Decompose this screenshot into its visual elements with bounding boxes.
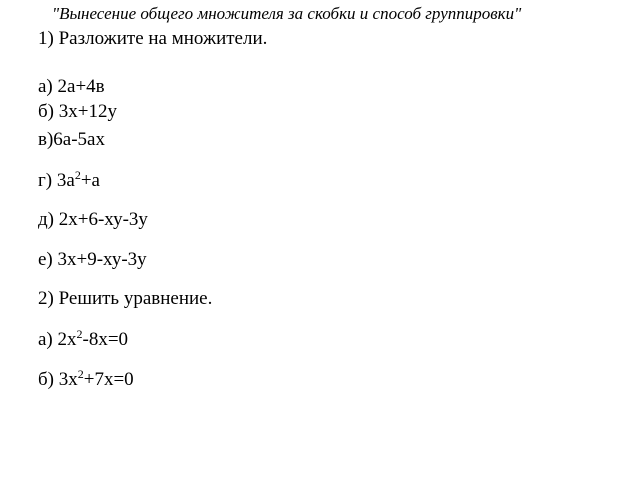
task2-item-a-rest: -8х=0 [82, 329, 129, 350]
task1-item-b: б) 3х+12у [38, 101, 117, 122]
task1-item-g-rest: +а [80, 170, 100, 191]
task2-item-b-rest: +7х=0 [83, 369, 134, 390]
task1-item-d: д) 2х+6-ху-3у [38, 209, 148, 230]
task1-item-e: е) 3х+9-ху-3у [38, 249, 147, 270]
task1-item-v: в)6а-5ах [38, 129, 105, 150]
task1-item-g-base: г) 3а [38, 170, 75, 191]
document-title: "Вынесение общего множителя за скобки и способ группировки" [52, 4, 522, 23]
task1-heading: 1) Разложите на множители. [38, 28, 268, 49]
task1-item-a: а) 2а+4в [38, 76, 105, 97]
task2-item-b-exponent: 2 [77, 367, 84, 381]
task1-item-g-exponent: 2 [74, 168, 81, 182]
task2-item-a [38, 329, 128, 351]
task2-item-a-exponent: 2 [76, 327, 83, 341]
task1-item-g [38, 170, 100, 192]
task2-item-b-base: б) 3х [38, 369, 78, 390]
task2-item-a-base: а) 2х [38, 329, 77, 350]
task2-item-b [38, 369, 134, 391]
task2-heading: 2) Решить уравнение. [38, 288, 213, 309]
